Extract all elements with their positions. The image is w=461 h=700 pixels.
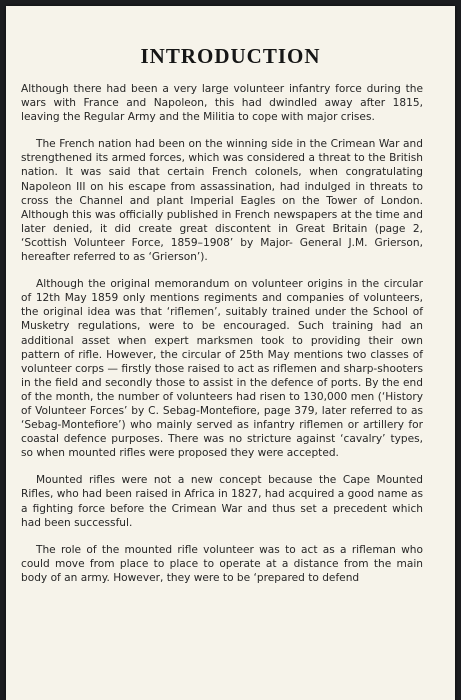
paragraph-2: The French nation had been on the winning side in the Crimean War and strengthened its armed forces, which was considered a threat to the British nation. It was said that certain French colonels, when congratulating Napoleon III on his escape from assassination, had indulged in threats to cross the Channel and plant Imperial Eagles on the Tower of London. Although this was officially published in French newspapers at the time and later denied, it did create great discontent in Great Britain (page 2, ‘Scottish Volunteer Force, 1859–1908’ by Major- General J.M. Grierson, hereafter referred to as ‘Grierson’). [21, 138, 423, 264]
paragraph-3: Although the original memorandum on volunteer origins in the circular of 12th May 1859 only mentions regiments and companies of volunteers, the original idea was that ‘riflemen’, suitably trained under the School of Musketry regulations, were to be encouraged. Such training had an additional asset when expert marksmen took to providing their own pattern of rifle. However, the circular of 25th May mentions two classes of volunteer corps — firstly those raised to act as riflemen and sharp-shooters in the field and secondly those to assist in the defence of ports. By the end of the month, the number of volunteers had risen to 130,000 men (‘History of Volunteer Forces’ by C. Sebag-Montefiore, page 379, later referred to as ‘Sebag-Montefiore’) who mainly served as infantry riflemen or artillery for coastal defence purposes. There was no stricture against ‘cavalry’ types, so when mounted rifles were proposed they were accepted. [21, 278, 423, 460]
book-page [6, 6, 455, 700]
page-body [21, 82, 423, 598]
page-title: INTRODUCTION [140, 44, 321, 68]
paragraph-4: Mounted rifles were not a new concept because the Cape Mounted Rifles, who had been raised in Africa in 1827, had acquired a good name as a fighting force before the Crimean War and thus set a precedent which had been successful. [21, 474, 423, 529]
paragraph-1: Although there had been a very large volunteer infantry force during the wars with France and Napoleon, this had dwindled away after 1815, leaving the Regular Army and the Militia to cope with major crises. [21, 83, 423, 124]
paragraph-5: The role of the mounted rifle volunteer was to act as a rifleman who could move from place to place to operate at a distance from the main body of an army. However, they were to be ‘prepared to defend [21, 543, 423, 584]
